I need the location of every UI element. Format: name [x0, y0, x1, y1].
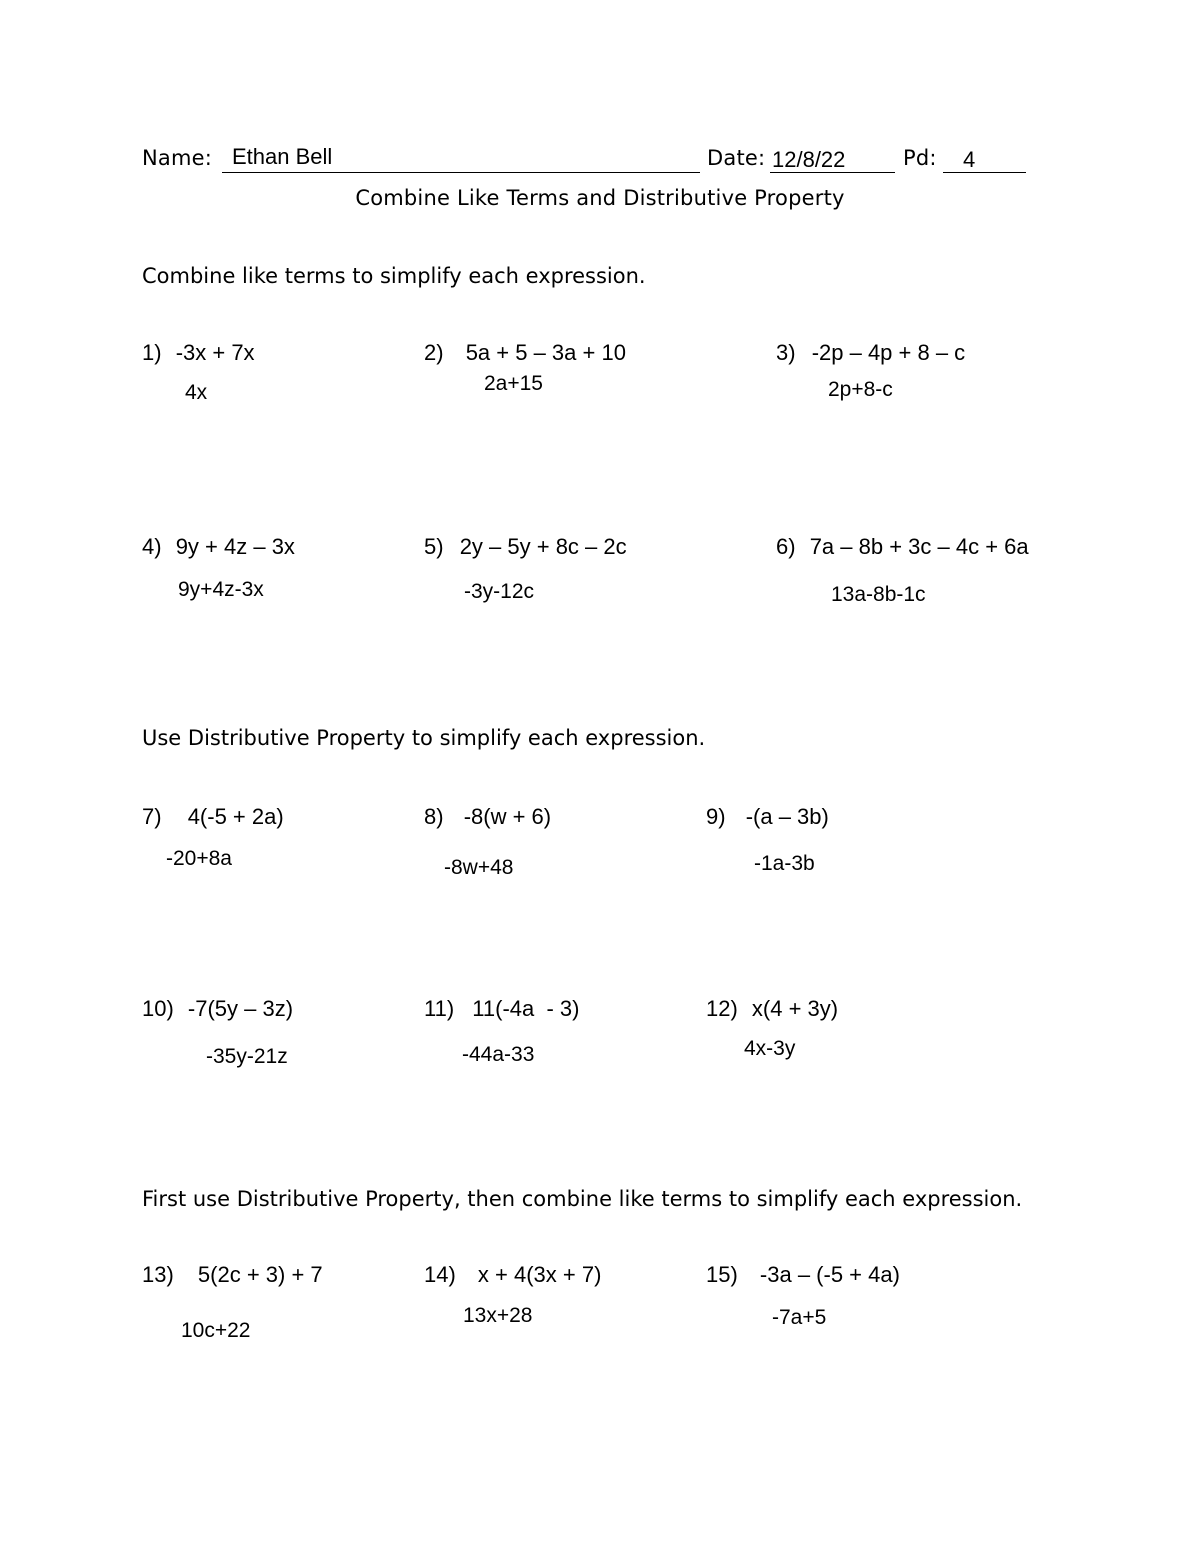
problem-15-answer[interactable]: -7a+5 [772, 1306, 827, 1329]
problem-8-answer[interactable]: -8w+48 [444, 856, 514, 879]
problem-12 [706, 996, 838, 1022]
problem-6 [776, 534, 1029, 560]
name-value[interactable]: Ethan Bell [232, 144, 333, 169]
problem-4 [142, 534, 295, 560]
problem-expression: 7a – 8b + 3c – 4c + 6a [809, 534, 1029, 559]
problem-number: 5) [424, 534, 444, 559]
problem-expression: -8(w + 6) [463, 804, 552, 829]
problem-13-answer[interactable]: 10c+22 [181, 1319, 251, 1342]
problem-13 [142, 1262, 323, 1288]
problem-10 [142, 996, 293, 1022]
date-label: Date: [707, 146, 766, 170]
problem-expression: 4(-5 + 2a) [187, 804, 284, 829]
problem-expression: -3a – (-5 + 4a) [759, 1262, 900, 1287]
problem-expression: 5a + 5 – 3a + 10 [465, 340, 626, 365]
problem-number: 3) [776, 340, 796, 365]
problem-expression: x + 4(3x + 7) [477, 1262, 602, 1287]
problem-8 [424, 804, 551, 830]
problem-14 [424, 1262, 601, 1288]
period-value[interactable]: 4 [963, 147, 976, 172]
problem-5-answer[interactable]: -3y-12c [464, 580, 535, 603]
problem-9-answer[interactable]: -1a-3b [754, 852, 815, 875]
problem-14-answer[interactable]: 13x+28 [463, 1304, 533, 1327]
date-value[interactable]: 12/8/22 [772, 147, 846, 172]
problem-expression: 9y + 4z – 3x [175, 534, 295, 559]
problem-expression: 2y – 5y + 8c – 2c [459, 534, 627, 559]
problem-number: 7) [142, 804, 162, 829]
worksheet-title: Combine Like Terms and Distributive Property [355, 186, 845, 210]
period-underline [943, 172, 1026, 173]
problem-number: 6) [776, 534, 796, 559]
problem-9 [706, 804, 829, 830]
problem-expression: -2p – 4p + 8 – c [811, 340, 966, 365]
problem-expression: -(a – 3b) [745, 804, 829, 829]
problem-6-answer[interactable]: 13a-8b-1c [831, 583, 926, 606]
name-label: Name: [142, 146, 213, 170]
problem-number: 4) [142, 534, 162, 559]
problem-11 [424, 996, 579, 1022]
problem-number: 1) [142, 340, 162, 365]
problem-expression: -7(5y – 3z) [187, 996, 294, 1021]
section-instruction: First use Distributive Property, then combine like terms to simplify each expression. [142, 1187, 1023, 1211]
problem-15 [706, 1262, 900, 1288]
problem-number: 13) [142, 1262, 174, 1287]
problem-5 [424, 534, 627, 560]
problem-1-answer[interactable]: 4x [185, 381, 208, 404]
problem-expression: x(4 + 3y) [751, 996, 839, 1021]
problem-number: 15) [706, 1262, 738, 1287]
problem-expression: 5(2c + 3) + 7 [197, 1262, 323, 1287]
problem-3 [776, 340, 965, 366]
section-instruction: Use Distributive Property to simplify each expression. [142, 726, 706, 750]
problem-number: 9) [706, 804, 726, 829]
problem-11-answer[interactable]: -44a-33 [462, 1043, 535, 1066]
problem-expression: 11(-4a - 3) [472, 996, 580, 1021]
problem-3-answer[interactable]: 2p+8-c [828, 378, 893, 401]
period-label: Pd: [903, 146, 937, 170]
problem-number: 8) [424, 804, 444, 829]
problem-number: 11) [424, 996, 455, 1021]
problem-number: 2) [424, 340, 444, 365]
problem-12-answer[interactable]: 4x-3y [744, 1037, 796, 1060]
problem-1 [142, 340, 255, 366]
problem-2-answer[interactable]: 2a+15 [484, 372, 543, 395]
problem-2 [424, 340, 626, 366]
problem-10-answer[interactable]: -35y-21z [206, 1045, 288, 1068]
problem-7-answer[interactable]: -20+8a [166, 847, 232, 870]
problem-number: 10) [142, 996, 174, 1021]
problem-7 [142, 804, 284, 830]
problem-number: 14) [424, 1262, 456, 1287]
problem-4-answer[interactable]: 9y+4z-3x [178, 578, 264, 601]
date-underline [770, 172, 895, 173]
section-instruction: Combine like terms to simplify each expression. [142, 264, 646, 288]
problem-number: 12) [706, 996, 738, 1021]
problem-expression: -3x + 7x [175, 340, 255, 365]
name-underline [222, 172, 700, 173]
